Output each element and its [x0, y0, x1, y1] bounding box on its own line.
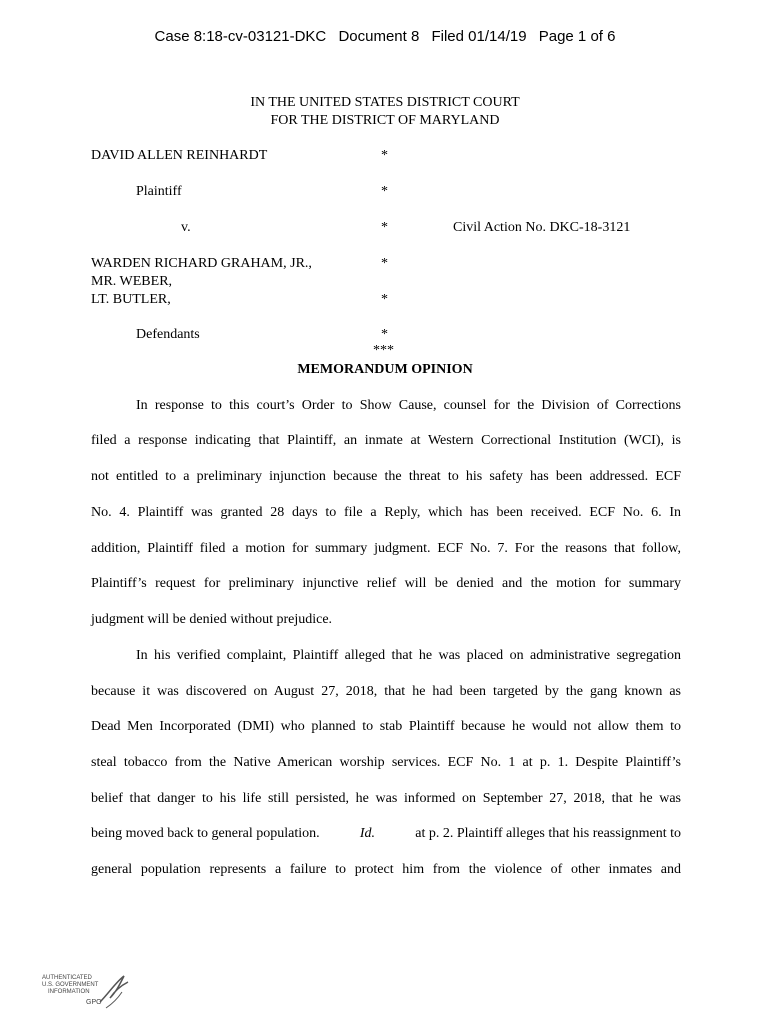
body-line: filed a response indicating that Plaintiff, an inmate at Western Correctional Institution (WCI), is [91, 433, 681, 448]
body-line: addition, Plaintiff filed a motion for summary judgment. ECF No. 7. For the reasons that follow, [91, 541, 681, 556]
body-line: because it was discovered on August 27, 2018, that he had been targeted by the gang known as [91, 684, 681, 699]
body-line: In his verified complaint, Plaintiff alleged that he was placed on administrative segregation [136, 648, 681, 663]
document-number: Document 8 [338, 28, 420, 45]
defendant-weber: MR. WEBER, [91, 274, 173, 289]
body-line-segment: being moved back to general population. [91, 826, 320, 841]
body-line: belief that danger to his life still persisted, he was informed on September 27, 2018, that he was [91, 791, 681, 806]
caption-star: * [381, 292, 388, 307]
caption-star: * [381, 220, 388, 235]
body-line [91, 826, 681, 842]
seal-line-3: INFORMATION [48, 989, 90, 995]
body-line: No. 4. Plaintiff was granted 28 days to file a Reply, which has been received. ECF No. 6. In [91, 505, 681, 520]
seal-line-2: U.S. GOVERNMENT [42, 982, 99, 988]
court-district: FOR THE DISTRICT OF MARYLAND [270, 113, 500, 128]
citation-id: Id. [359, 826, 376, 841]
civil-action-number: Civil Action No. DKC-18-3121 [453, 220, 631, 235]
eagle-icon [100, 976, 128, 1002]
court-name: IN THE UNITED STATES DISTRICT COURT [250, 95, 520, 110]
body-line: general population represents a failure to protect him from the violence of other inmates and [91, 862, 681, 877]
defendant-butler: LT. BUTLER, [91, 292, 171, 307]
body-line: Plaintiff’s request for preliminary injunctive relief will be denied and the motion for summary [91, 576, 681, 591]
caption-star: * [381, 148, 388, 163]
caption-star: * [381, 327, 388, 342]
caption-star: * [381, 184, 388, 199]
case-number: Case 8:18-cv-03121-DKC [154, 28, 327, 45]
court-heading [0, 94, 770, 130]
defendants-label: Defendants [136, 327, 200, 342]
versus: v. [181, 220, 191, 235]
plaintiff-name: DAVID ALLEN REINHARDT [91, 148, 268, 163]
body-line: Dead Men Incorporated (DMI) who planned to stab Plaintiff because he would not allow them to [91, 719, 681, 734]
body-line: judgment will be denied without prejudice. [91, 612, 333, 627]
body-line: steal tobacco from the Native American worship services. ECF No. 1 at p. 1. Despite Plaintiff’s [91, 755, 681, 770]
body-line: In response to this court’s Order to Show Cause, counsel for the Division of Corrections [136, 398, 681, 413]
body-line-segment: at p. 2. Plaintiff alleges that his reassignment to [415, 826, 681, 841]
seal-line-1: AUTHENTICATED [42, 975, 92, 981]
filing-header [0, 28, 770, 45]
memorandum-title: MEMORANDUM OPINION [297, 362, 473, 377]
caption-star: * [381, 256, 388, 271]
body-line: not entitled to a preliminary injunction because the threat to his safety has been addressed. ECF [91, 469, 681, 484]
filed-date: Filed 01/14/19 [431, 28, 527, 45]
plaintiff-label: Plaintiff [136, 184, 182, 199]
page-number: Page 1 of 6 [538, 28, 616, 45]
seal-line-4: GPO [86, 999, 102, 1006]
caption-divider: *** [373, 343, 394, 358]
gpo-authentication-seal [40, 968, 136, 1016]
defendant-graham: WARDEN RICHARD GRAHAM, JR., [91, 256, 312, 271]
